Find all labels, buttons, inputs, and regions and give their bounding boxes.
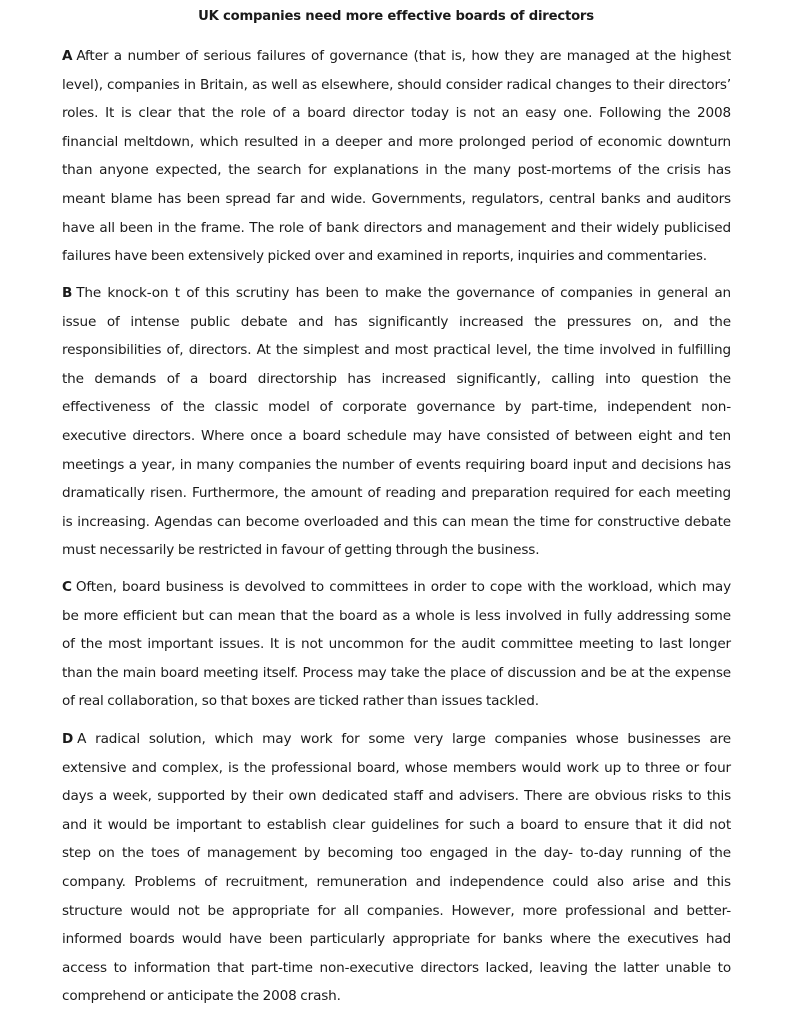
paragraph-line — [62, 214, 731, 243]
paragraph-line — [62, 128, 731, 157]
paragraph-text: structure would not be appropriate for all companies. However, more professional and better- — [62, 902, 731, 919]
paragraph-text: of the most important issues. It is not uncommon for the audit committee meeting to last longer — [62, 636, 731, 653]
paragraph-label: D — [62, 731, 74, 747]
paragraph-text: company. Problems of recruitment, remuneration and independence could also arise and this — [62, 873, 731, 890]
paragraph-text: than the main board meeting itself. Process may take the place of discussion and be at the expense — [62, 664, 731, 681]
paragraph-line — [62, 839, 731, 868]
document-title: UK companies need more effective boards of directors — [198, 9, 594, 24]
paragraph-d — [62, 725, 731, 1011]
paragraph-line — [62, 99, 731, 128]
paragraph-text: issue of intense public debate and has significantly increased the pressures on, and the — [62, 313, 731, 330]
paragraph-line — [62, 393, 731, 422]
paragraph-line — [62, 451, 731, 480]
paragraph-line — [62, 602, 731, 631]
paragraph-line — [62, 573, 731, 602]
paragraph-text: informed boards would have been particularly appropriate for banks where the executives had — [62, 931, 731, 948]
paragraph-text: than anyone expected, the search for explanations in the many post-mortems of the crisis has — [62, 162, 731, 179]
paragraph-line — [62, 897, 731, 926]
paragraph-label: B — [62, 285, 73, 301]
paragraph-text: must necessarily be restricted in favour of getting through the business. — [62, 542, 540, 559]
paragraph-text: executive directors. Where once a board schedule may have consisted of between eight and ten — [62, 427, 731, 444]
paragraph-line — [62, 242, 731, 271]
paragraph-text: financial meltdown, which resulted in a deeper and more prolonged period of economic downturn — [62, 133, 731, 150]
paragraph-text: failures have been extensively picked over and examined in reports, inquiries and commentaries. — [62, 248, 707, 265]
paragraph-c — [62, 573, 731, 716]
paragraph-line — [62, 479, 731, 508]
paragraph-line — [62, 687, 731, 716]
paragraph-text: days a week, supported by their own dedicated staff and advisers. There are obvious risks to this — [62, 788, 731, 805]
paragraph-text: A radical solution, which may work for some very large companies whose businesses are — [77, 731, 731, 747]
paragraph-text: dramatically risen. Furthermore, the amount of reading and preparation required for each meeting — [62, 485, 731, 502]
paragraph-text: After a number of serious failures of governance (that is, how they are managed at the highest — [76, 48, 731, 64]
paragraph-a — [62, 42, 731, 271]
paragraph-text: responsibilities of, directors. At the simplest and most practical level, the time involved in fulfilling — [62, 342, 731, 359]
paragraph-label: A — [62, 48, 73, 64]
paragraph-line — [62, 308, 731, 337]
paragraph-text: and it would be important to establish clear guidelines for such a board to ensure that it did not — [62, 816, 731, 833]
paragraph-text: comprehend or anticipate the 2008 crash. — [62, 988, 341, 1005]
paragraph-text: the demands of a board directorship has increased significantly, calling into question the — [62, 370, 731, 387]
paragraph-line — [62, 659, 731, 688]
paragraph-text: effectiveness of the classic model of corporate governance by part-time, independent non- — [62, 399, 731, 416]
paragraph-line — [62, 954, 731, 983]
paragraph-text: of real collaboration, so that boxes are ticked rather than issues tackled. — [62, 693, 539, 710]
paragraph-line — [62, 725, 731, 754]
paragraph-line — [62, 336, 731, 365]
paragraph-line — [62, 630, 731, 659]
paragraph-line — [62, 925, 731, 954]
paragraph-line — [62, 156, 731, 185]
paragraph-line — [62, 754, 731, 783]
paragraph-text: have all been in the frame. The role of bank directors and management and their widely publicised — [62, 219, 731, 236]
paragraph-text: access to information that part-time non-executive directors lacked, leaving the latter unable to — [62, 959, 731, 976]
paragraph-line — [62, 279, 731, 308]
paragraph-line — [62, 422, 731, 451]
paragraph-line — [62, 365, 731, 394]
paragraph-line — [62, 811, 731, 840]
paragraph-line — [62, 42, 731, 71]
paragraph-text: be more efficient but can mean that the board as a whole is less involved in fully addressing some — [62, 607, 731, 624]
paragraph-text: The knock-on t of this scrutiny has been to make the governance of companies in general an — [76, 285, 731, 301]
paragraph-text: meant blame has been spread far and wide. Governments, regulators, central banks and auditors — [62, 190, 731, 207]
paragraph-line — [62, 782, 731, 811]
paragraph-text: extensive and complex, is the professional board, whose members would work up to three or four — [62, 759, 731, 776]
paragraph-text: Often, board business is devolved to committees in order to cope with the workload, which may — [75, 579, 731, 595]
paragraph-text: is increasing. Agendas can become overloaded and this can mean the time for constructive debate — [62, 513, 731, 530]
paragraph-line — [62, 71, 731, 100]
paragraph-line — [62, 185, 731, 214]
paragraph-line — [62, 868, 731, 897]
paragraph-text: step on the toes of management by becoming too engaged in the day- to-day running of the — [62, 845, 731, 862]
paragraph-line — [62, 982, 731, 1011]
paragraph-b — [62, 279, 731, 565]
paragraph-text: meetings a year, in many companies the number of events requiring board input and decisions has — [62, 456, 731, 473]
paragraph-text: roles. It is clear that the role of a board director today is not an easy one. Following the 2008 — [62, 105, 731, 122]
paragraph-label: C — [62, 579, 72, 595]
paragraph-text: level), companies in Britain, as well as elsewhere, should consider radical changes to their directors’ — [62, 76, 731, 93]
paragraph-line — [62, 536, 731, 565]
paragraph-line — [62, 508, 731, 537]
